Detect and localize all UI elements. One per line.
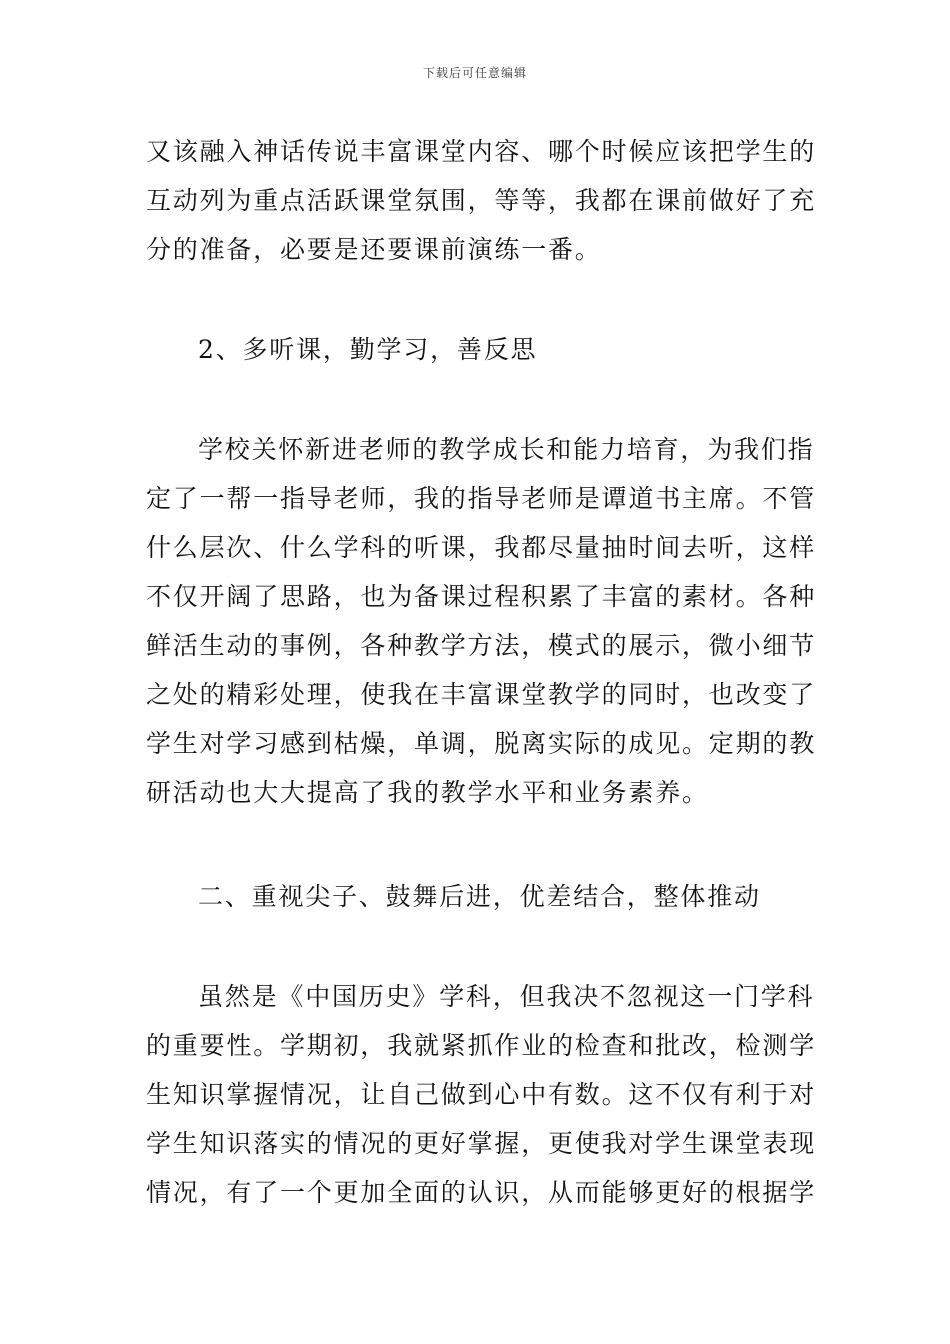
text-line: 学生知识落实的情况的更好掌握，更使我对学生课堂表现: [146, 1129, 817, 1158]
text-line: 定了一帮一指导老师，我的指导老师是谭道书主席。不管: [146, 484, 817, 513]
text-line: 不仅开阔了思路，也为备课过程积累了丰富的素材。各种: [146, 582, 817, 611]
heading-text: 二、重视尖子、鼓舞后进，优差结合，整体推动: [198, 882, 761, 911]
paragraph-listening: [146, 425, 817, 817]
text-line: 之处的精彩处理，使我在丰富课堂教学的同时，也改变了: [146, 680, 817, 709]
text-line: 又该融入神话传说丰富课堂内容、哪个时候应该把学生的: [146, 137, 817, 166]
text-line: 什么层次、什么学科的听课，我都尽量抽时间去听，这样: [146, 533, 817, 562]
section-heading-2: [146, 325, 814, 374]
text-line: 互动列为重点活跃课堂氛围，等等，我都在课前做好了充: [146, 186, 817, 215]
text-line: 学生对学习感到枯燥，单调，脱离实际的成见。定期的教: [146, 729, 817, 758]
text-line: 虽然是《中国历史》学科，但我决不忽视这一门学科: [198, 982, 815, 1011]
header-note: 下载后可任意编辑: [422, 66, 527, 80]
section-heading-two: [146, 872, 814, 921]
text-line: 生知识掌握情况，让自己做到心中有数。这不仅有利于对: [146, 1080, 817, 1109]
text-line: 研活动也大大提高了我的教学水平和业务素养。: [146, 778, 709, 807]
paragraph-history: [146, 972, 817, 1217]
text-line: 分的准备，必要是还要课前演练一番。: [146, 235, 602, 264]
text-line: 情况，有了一个更加全面的认识，从而能够更好的根据学: [146, 1178, 817, 1207]
text-line: 鲜活生动的事例，各种教学方法，模式的展示，微小细节: [146, 631, 817, 660]
text-line: 的重要性。学期初，我就紧抓作业的检查和批改，检测学: [146, 1031, 817, 1060]
paragraph-continuation: [146, 127, 817, 274]
heading-text: 2、多听课，勤学习，善反思: [198, 335, 538, 364]
text-line: 学校关怀新进老师的教学成长和能力培育，为我们指: [198, 435, 815, 464]
